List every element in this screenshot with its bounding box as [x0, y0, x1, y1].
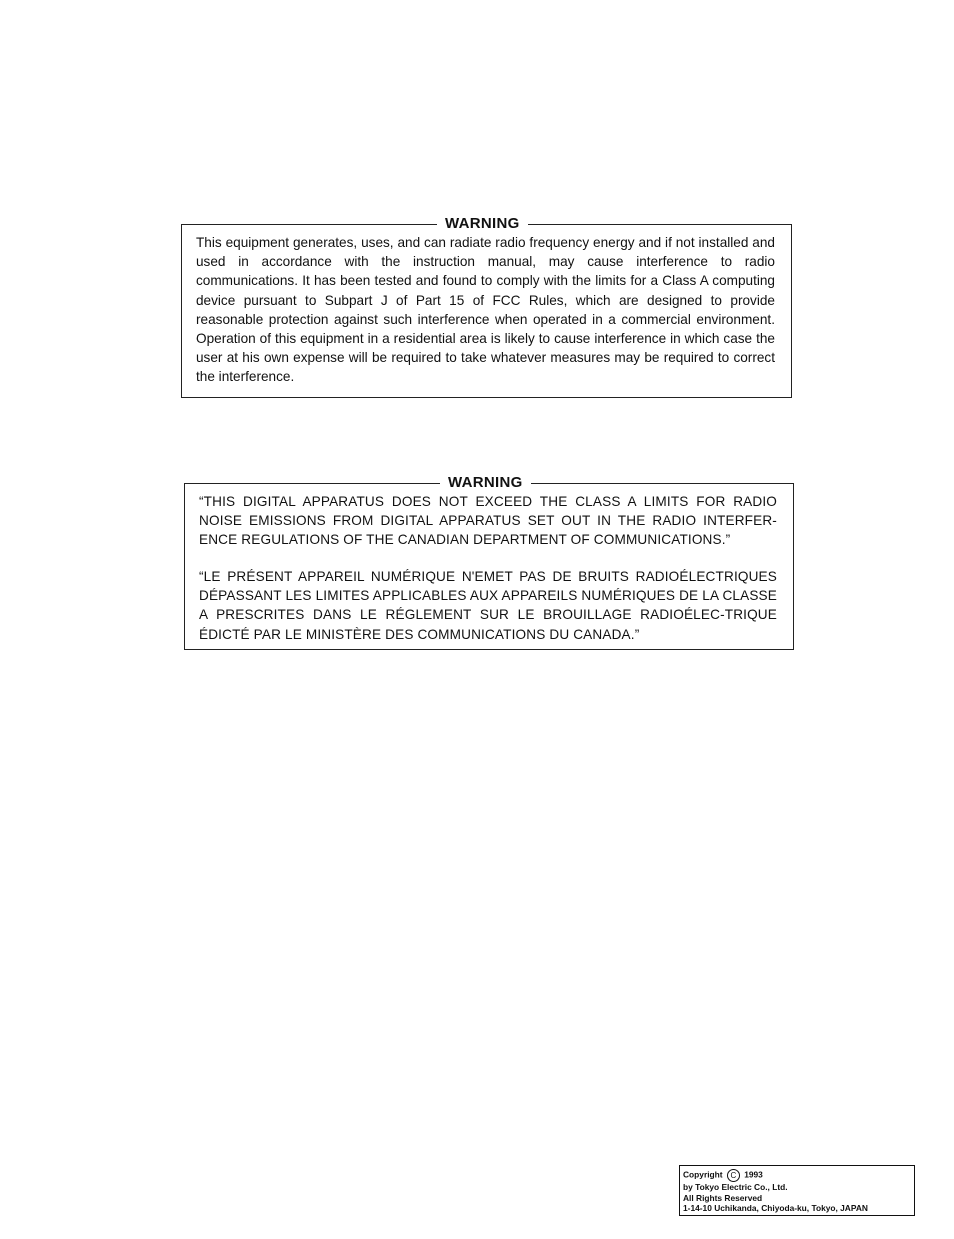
canada-warning-header	[185, 474, 793, 492]
fcc-warning-text: This equipment generates, uses, and can radiate radio frequency energy and if not installed and used in accordance with the instruction manual, may cause interference to radio communications. It has been tested and found to comply with the limits for a Class A computing device pursuant to Subpart J of Part 15 of FCC Rules, which are designed to provide reasonable protection against such interference when operated in a commercial environment. Operation of this equipment in a residential area is likely to cause interference in which case the user at his own expense will be required to take whatever measures may be required to correct the interference.	[196, 235, 775, 385]
canada-warning-french: “LE PRÉSENT APPAREIL NUMÉRIQUE N'EMET PAS DE BRUITS RADIOÉLECTRIQUES DÉPASSANT LES LIMITES APPLICABLES AUX APPAREILS NUMÉRIQUES DE LA CLASSE A PRESCRITES DANS LE RÉGLEMENT SUR LE BROUILLAGE RADIOÉLEC-TRIQUE ÉDICTÉ PAR LE MINISTÈRE DES COMMUNICATIONS DU CANADA.”	[199, 569, 777, 642]
fcc-warning-title: WARNING	[445, 215, 520, 232]
copyright-icon: C	[727, 1169, 740, 1182]
copyright-company: by Tokyo Electric Co., Ltd.	[683, 1182, 788, 1192]
copyright-year: 1993	[744, 1169, 763, 1180]
header-rule-right	[528, 224, 791, 225]
copyright-label: Copyright	[683, 1169, 723, 1180]
fcc-warning-header	[182, 215, 791, 233]
canada-warning-title: WARNING	[448, 474, 523, 491]
header-rule-left	[185, 483, 440, 484]
copyright-rights: All Rights Reserved	[683, 1192, 763, 1203]
canada-warning-english: “THIS DIGITAL APPARATUS DOES NOT EXCEED THE CLASS A LIMITS FOR RADIO NOISE EMISSIONS FROM DIGITAL APPARATUS SET OUT IN THE RADIO INTERFER-ENCE REGULATIONS OF THE CANADIAN DEPARTMENT OF COMMUNICATIONS.”	[199, 494, 777, 548]
fcc-warning-box	[181, 215, 792, 398]
copyright-line	[683, 1169, 914, 1182]
canada-warning-box	[184, 474, 794, 650]
copyright-address: 1-14-10 Uchikanda, Chiyoda-ku, Tokyo, JAPAN	[683, 1203, 868, 1214]
header-rule-left	[182, 224, 437, 225]
copyright-box	[679, 1165, 915, 1216]
header-rule-right	[531, 483, 793, 484]
